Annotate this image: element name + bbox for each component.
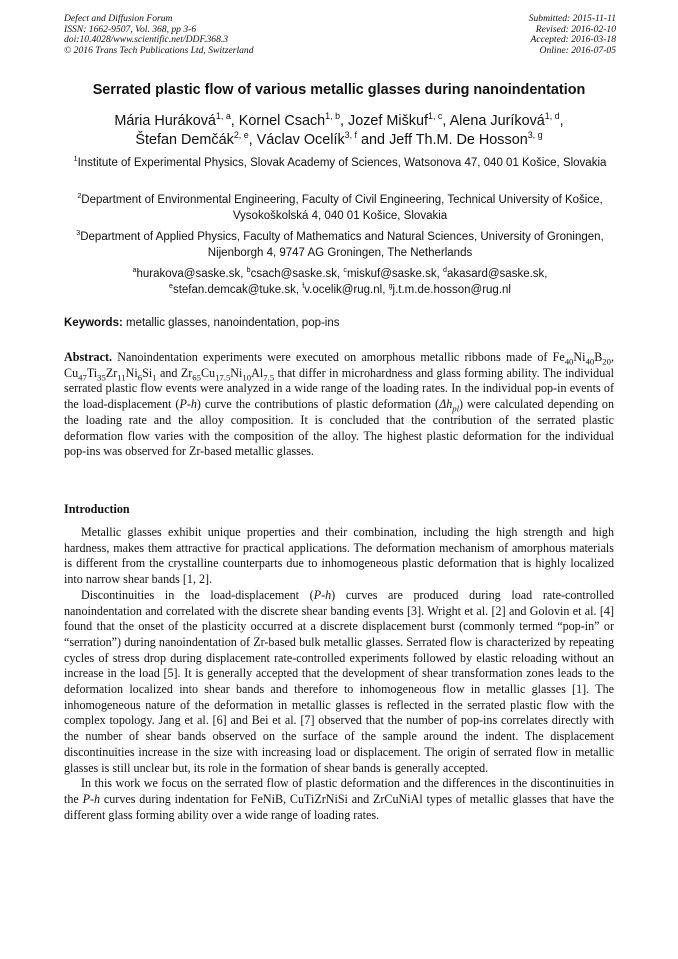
author-name: Kornel Csach	[238, 113, 326, 129]
author-sup: 1, b	[325, 111, 341, 122]
email-sup: b	[246, 266, 251, 275]
journal-info	[64, 14, 254, 56]
email-address[interactable]: miskuf@saske.sk	[346, 268, 437, 280]
element: Ni	[230, 365, 243, 380]
email-address[interactable]: j.t.m.de.hosson@rug.nl	[392, 284, 511, 296]
author-name: Václav Ocelík	[256, 132, 345, 148]
author-sep: ,	[442, 113, 450, 129]
paragraph-text: ) curves are produced during load rate-controlled nanoindentation and correlated with the discrete shear banding events [3]. Wright et al. [2] and Golovin et al. [4] found that the onset of the plasticity occurred at a discrete displacement burst (commonly termed “pop-in” or “serration”) during nanoindentation of Zr-based bulk metallic glasses. Serrated flow is characterized by repeating cycles of stress drop during displacement rate-controlled experiments followed by elastic reloading without an increase in the load [5]. It is generally accepted that the development of shear transformation zones leads to the deformation localized into shear bands and therefore to inhomogeneous flow in metallic glasses [1]. The inhomogeneous nature of the deformation in metallic glasses is reflected in the serrated plastic flow with the complex topology. Jang et al. [6] and Bei et al. [7] observed that the number of pop-ins correlates directly with the number of shear bands observed on the surface of the sample around the indent. The displacement discontinuities increase in the size with increasing load or displacement. The origin of serrated flow in metallic glasses is still unclear but, its role in the formation of shear bands is generally accepted.	[64, 587, 614, 775]
delta-h-subscript: pl	[452, 403, 460, 414]
author-sup: 2, e	[233, 130, 249, 141]
email-sup: a	[132, 266, 137, 275]
subscript: 6	[137, 372, 143, 383]
abstract-text: and	[156, 365, 181, 380]
date-online: Online: 2016-07-05	[539, 44, 616, 56]
delta-h-symbol	[439, 397, 460, 414]
email-sup: g	[388, 282, 393, 291]
affiliation-sup: 2	[77, 192, 82, 201]
author-emails	[64, 266, 616, 298]
subscript: 11	[117, 372, 126, 383]
date-revised: Revised: 2016-02-10	[535, 23, 616, 35]
affiliation-text: Institute of Experimental Physics, Slovak Academy of Sciences, Watsonova 47, 040 01 Košice, Slovakia	[77, 157, 607, 169]
author-sep: and	[357, 132, 390, 148]
keywords-text: metallic glasses, nanoindentation, pop-ins	[122, 317, 340, 329]
abstract-label: Abstract.	[64, 350, 113, 364]
date-submitted: Submitted: 2015-11-11	[528, 13, 616, 24]
delta-h: Δh	[439, 397, 453, 412]
email-sup: c	[343, 266, 347, 275]
alloy-formula	[552, 350, 611, 367]
alloy-formula	[64, 365, 157, 383]
author-name: Alena Juríková	[449, 113, 545, 129]
element: Zr	[180, 365, 193, 380]
element: Al	[251, 365, 264, 380]
email-sep: ,	[240, 268, 247, 280]
email-address[interactable]: csach@saske.sk	[250, 268, 338, 280]
paper-title: Serrated plastic flow of various metallic glasses during nanoindentation	[92, 82, 586, 98]
keywords-label: Keywords:	[64, 317, 123, 329]
paragraph: Metallic glasses exhibit unique properties and their combination, including the high strength and high hardness, makes them attractive for practical applications. The deformation mechanism of amorphous materials is different from the crystalline counterparts due to inhomogeneous plastic deformation that is highly localized into narrow shear bands [1, 2].	[64, 525, 614, 587]
email-line-1	[64, 266, 616, 282]
affiliation-sup: 3	[76, 229, 81, 238]
email-sup: e	[169, 282, 173, 291]
element: Fe	[552, 350, 565, 364]
date-accepted: Accepted: 2016-03-18	[530, 34, 616, 46]
affiliation-sup: 1	[73, 155, 78, 164]
abstract-text: ) were calculated depending on the loading rate and the alloy composition. It is concluded that the contribution of the serrated plastic deformation flow varies with the composition of the alloy. The highest plastic deformation for the individual pop-ins was observed for Zr-based metallic glasses.	[64, 397, 614, 459]
element: B	[594, 350, 603, 364]
ph-symbol: P-h	[82, 791, 101, 806]
ph-symbol: P-h	[313, 587, 332, 602]
email-address[interactable]: v.ocelik@rug.nl	[304, 284, 383, 296]
abstract-text: ,	[610, 350, 614, 364]
abstract-text: that differ in microhardness and glass forming ability. The individual serrated plastic flow events were analyzed in a wide range of the loading rates. In the individual pop-in events of the load-displacement (	[64, 365, 614, 412]
alloy-formula	[180, 365, 275, 383]
journal-copyright: © 2016 Trans Tech Publications Ltd, Switzerland	[64, 44, 254, 56]
subscript: 17.5	[215, 372, 231, 383]
abstract	[64, 350, 614, 460]
email-address[interactable]: akasard@saske.sk	[446, 268, 545, 280]
ph-symbol: P-h	[179, 397, 197, 412]
email-address[interactable]: hurakova@saske.sk	[136, 268, 241, 280]
element: Ni	[125, 365, 138, 380]
abstract-text: ) curve the contributions of plastic deformation (	[196, 397, 440, 412]
paragraph-text: Discontinuities in the load-displacement (	[81, 587, 314, 602]
email-sep: ,	[436, 268, 443, 280]
email-address[interactable]: stefan.demcak@tuke.sk	[172, 284, 296, 296]
element: Ni	[573, 350, 586, 364]
introduction-body	[64, 525, 614, 823]
author-name: Jozef Miškuf	[348, 113, 429, 129]
paragraph-text: In this work we focus on the serrated flow of plastic deformation and the differences in the discontinuities in the	[64, 776, 614, 806]
element: Cu	[200, 365, 216, 380]
subscript: 40	[585, 356, 595, 367]
element: Zr	[105, 365, 118, 380]
element: Cu	[64, 365, 79, 380]
author-list	[40, 112, 638, 150]
journal-issn: ISSN: 1662-9507, Vol. 368, pp 3-6	[64, 23, 197, 35]
author-sep: ,	[340, 113, 349, 129]
author-sup: 3, f	[344, 130, 358, 141]
author-name: Štefan Demčák	[135, 132, 234, 148]
section-heading-introduction: Introduction	[64, 502, 130, 516]
affiliation-text: Department of Environmental Engineering, Faculty of Civil Engineering, Technical University of Košice, Vysokoškolská 4, 040 01 Košice, Slovakia	[81, 194, 603, 222]
affiliation-text: Department of Applied Physics, Faculty of Mathematics and Natural Sciences, University of Groningen, Nijenborgh 4, 9747 AG Groningen, The Netherlands	[80, 231, 604, 259]
affiliation-3	[64, 229, 616, 261]
author-name: Jeff Th.M. De Hosson	[389, 132, 528, 148]
author-sup: 3, g	[527, 130, 543, 141]
paragraph-text: curves during indentation for FeNiB, CuTiZrNiSi and ZrCuNiAl types of metallic glasses that have the different glass forming ability over a wide range of loading rates.	[64, 791, 614, 822]
journal-name: Defect and Diffusion Forum	[64, 13, 173, 24]
element: Ti	[86, 365, 98, 380]
paragraph	[64, 588, 614, 776]
subscript: 1	[152, 372, 157, 383]
author-sup: 1, d	[544, 111, 560, 122]
element: Si	[142, 365, 153, 380]
publication-dates	[529, 14, 616, 56]
email-sup: d	[443, 266, 447, 275]
subscript: 35	[97, 372, 106, 383]
author-sup: 1, c	[428, 111, 443, 122]
author-line-1	[40, 112, 638, 131]
subscript: 10	[242, 372, 252, 383]
subscript: 65	[192, 372, 201, 383]
email-sep: ,	[337, 268, 344, 280]
author-sep: ,	[230, 113, 239, 129]
email-sup: f	[302, 282, 305, 291]
subscript: 40	[564, 356, 574, 367]
affiliation-1	[64, 155, 616, 171]
author-sep: ,	[559, 113, 564, 129]
author-line-2	[40, 131, 638, 150]
email-sep: ,	[382, 284, 389, 296]
paragraph	[64, 776, 614, 823]
author-sup: 1, a	[215, 111, 231, 122]
author-sep: ,	[248, 132, 257, 148]
subscript: 20	[602, 356, 611, 367]
subscript: 7.5	[263, 372, 275, 383]
affiliation-2	[64, 192, 616, 224]
email-line-2	[64, 282, 616, 298]
subscript: 47	[78, 372, 87, 383]
email-sep: ,	[295, 284, 303, 296]
abstract-text: Nanoindentation experiments were executed on amorphous metallic ribbons made of	[112, 350, 553, 364]
journal-doi[interactable]: doi:10.4028/www.scientific.net/DDF.368.3	[64, 34, 229, 46]
email-sep: ,	[544, 268, 548, 280]
keywords	[64, 316, 616, 331]
author-name: Mária Huráková	[114, 113, 216, 129]
